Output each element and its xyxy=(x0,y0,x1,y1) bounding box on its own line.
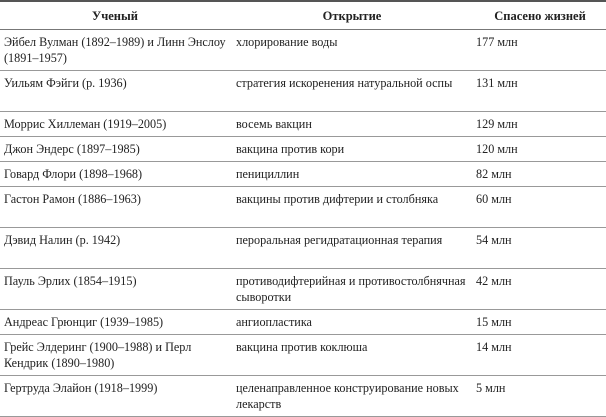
table-row xyxy=(0,30,606,71)
scientist-cell: Джон Эндерс (1897–1985) xyxy=(0,137,230,162)
table-row xyxy=(0,376,606,417)
table-row xyxy=(0,269,606,310)
discovery-cell: противодифтерийная и противостолбнячная сыворотки xyxy=(230,269,474,310)
scientist-cell: Эйбел Вулман (1892–1989) и Линн Энслоу (1891–1957) xyxy=(0,30,230,71)
lives-saved-cell: 5 млн xyxy=(474,376,606,417)
discovery-cell: вакцина против кори xyxy=(230,137,474,162)
lives-saved-cell: 131 млн xyxy=(474,71,606,112)
scientist-cell: Гастон Рамон (1886–1963) xyxy=(0,187,230,228)
table-row xyxy=(0,187,606,228)
table-row xyxy=(0,228,606,269)
scientist-cell: Моррис Хиллеман (1919–2005) xyxy=(0,112,230,137)
lives-saved-cell: 14 млн xyxy=(474,335,606,376)
discovery-cell: вакцина против коклюша xyxy=(230,335,474,376)
scientist-cell: Гертруда Элайон (1918–1999) xyxy=(0,376,230,417)
header-row xyxy=(0,1,606,30)
discovery-cell: стратегия искоренения натуральной оспы xyxy=(230,71,474,112)
scientist-cell: Пауль Эрлих (1854–1915) xyxy=(0,269,230,310)
discovery-cell: целенаправленное конструирование новых лекарств xyxy=(230,376,474,417)
discovery-cell: пенициллин xyxy=(230,162,474,187)
table-row xyxy=(0,112,606,137)
table-row xyxy=(0,71,606,112)
lives-saved-cell: 120 млн xyxy=(474,137,606,162)
discovery-cell: пероральная регидратационная терапия xyxy=(230,228,474,269)
lives-saved-cell: 15 млн xyxy=(474,310,606,335)
table-row xyxy=(0,310,606,335)
scientist-cell: Андреас Грюнциг (1939–1985) xyxy=(0,310,230,335)
header-scientist: Ученый xyxy=(92,8,138,23)
lives-saved-cell: 82 млн xyxy=(474,162,606,187)
lives-saved-cell: 60 млн xyxy=(474,187,606,228)
scientist-cell: Говард Флори (1898–1968) xyxy=(0,162,230,187)
discovery-cell: ангиопластика xyxy=(230,310,474,335)
lives-saved-cell: 177 млн xyxy=(474,30,606,71)
table-row xyxy=(0,162,606,187)
lives-saved-cell: 42 млн xyxy=(474,269,606,310)
discovery-cell: восемь вакцин xyxy=(230,112,474,137)
table-row xyxy=(0,137,606,162)
scientist-cell: Уильям Фэйги (р. 1936) xyxy=(0,71,230,112)
discovery-cell: хлорирование воды xyxy=(230,30,474,71)
scientist-cell: Дэвид Налин (р. 1942) xyxy=(0,228,230,269)
discovery-cell: вакцины против дифтерии и столбняка xyxy=(230,187,474,228)
lives-saved-cell: 129 млн xyxy=(474,112,606,137)
table-row xyxy=(0,335,606,376)
header-saved: Спасено жизней xyxy=(494,8,586,23)
scientist-cell: Грейс Элдеринг (1900–1988) и Перл Кендрик (1890–1980) xyxy=(0,335,230,376)
header-discovery: Открытие xyxy=(322,8,382,23)
lives-saved-cell: 54 млн xyxy=(474,228,606,269)
